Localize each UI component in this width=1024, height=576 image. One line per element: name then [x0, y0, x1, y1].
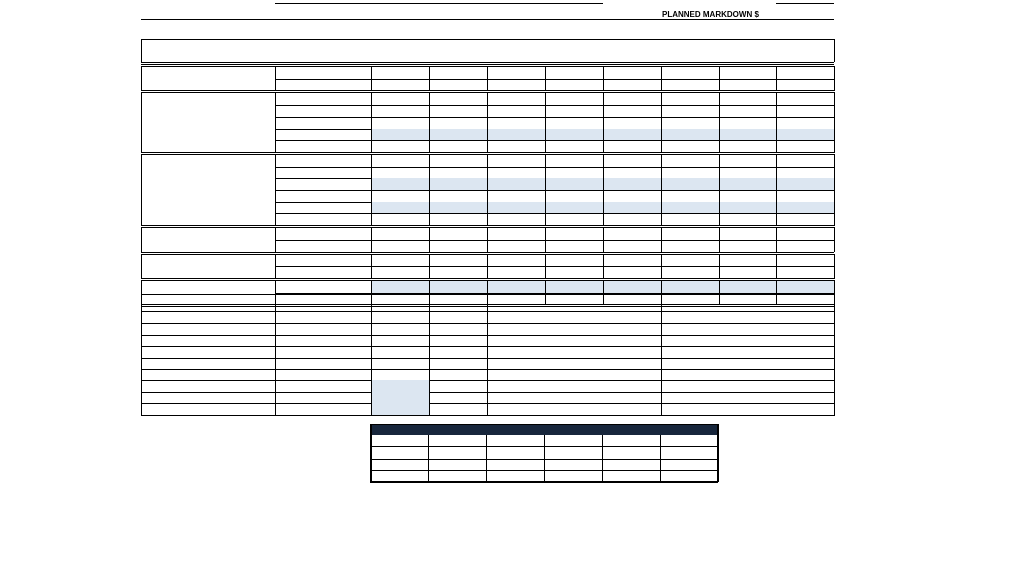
grid-line	[487, 154, 488, 226]
purchases-title	[544, 424, 718, 435]
grid-line	[275, 227, 276, 252]
data-cell	[603, 213, 656, 224]
season-tot-value	[371, 335, 426, 346]
data-cell	[429, 140, 482, 151]
data-cell	[719, 202, 772, 213]
data-cell	[603, 155, 656, 166]
season-total-header	[776, 39, 834, 50]
total-cell	[776, 155, 829, 166]
month-header	[371, 45, 429, 56]
data-cell	[661, 155, 714, 166]
data-cell	[371, 266, 424, 277]
data-cell	[719, 255, 772, 266]
grid-line	[371, 294, 372, 416]
data-cell	[487, 240, 540, 251]
grid-line	[141, 66, 142, 91]
data-cell	[545, 255, 598, 266]
data-cell	[719, 105, 772, 116]
grid-line	[487, 254, 488, 279]
data-cell	[487, 79, 540, 90]
grid-line	[141, 154, 142, 226]
data-cell	[719, 281, 772, 292]
grid-line	[776, 154, 777, 226]
purchases-percent	[660, 447, 716, 458]
data-cell	[545, 129, 598, 140]
data-cell	[661, 178, 714, 189]
data-cell	[371, 213, 424, 224]
season-total-header	[776, 50, 834, 61]
data-cell	[487, 213, 540, 224]
data-cell	[429, 266, 482, 277]
data-cell	[371, 167, 424, 178]
data-cell	[371, 129, 424, 140]
data-cell	[429, 167, 482, 178]
data-cell	[487, 228, 540, 239]
data-cell	[545, 178, 598, 189]
grid-line	[370, 446, 544, 447]
planned-markdown-label: PLANNED MARKDOWN $	[662, 10, 759, 19]
data-cell	[487, 105, 540, 116]
data-cell	[429, 67, 482, 78]
data-cell	[545, 266, 598, 277]
data-cell	[371, 202, 424, 213]
data-cell	[371, 155, 424, 166]
grid-line	[719, 154, 720, 226]
data-cell	[487, 67, 540, 78]
grid-line	[487, 294, 488, 416]
data-cell	[661, 190, 714, 201]
data-cell	[371, 93, 424, 104]
purchases-dollars	[602, 459, 657, 470]
total-cell	[776, 202, 829, 213]
total-cell	[776, 93, 829, 104]
month-header	[487, 45, 545, 56]
data-cell	[429, 93, 482, 104]
grid-line	[545, 254, 546, 279]
grid-line	[603, 254, 604, 279]
data-cell	[719, 266, 772, 277]
data-cell	[719, 117, 772, 128]
data-cell	[545, 140, 598, 151]
data-cell	[371, 105, 424, 116]
purchases-percent	[660, 459, 716, 470]
grid-line	[428, 435, 429, 482]
data-cell	[719, 178, 772, 189]
top-strip-line	[776, 3, 834, 4]
grid-line	[661, 66, 662, 91]
data-cell	[603, 228, 656, 239]
data-cell	[603, 67, 656, 78]
grid-line	[719, 92, 720, 153]
data-cell	[661, 240, 714, 251]
grid-line	[275, 294, 276, 416]
data-cell	[719, 140, 772, 151]
top-strip-line	[275, 3, 603, 4]
season-tot-value	[371, 392, 426, 403]
grid-line	[545, 92, 546, 153]
data-cell	[429, 281, 482, 292]
grid-line	[275, 154, 276, 226]
data-cell	[545, 105, 598, 116]
data-cell	[545, 202, 598, 213]
grid-line	[275, 66, 276, 91]
grid-line	[661, 254, 662, 279]
purchases-percent	[486, 459, 542, 470]
data-cell	[719, 228, 772, 239]
grid-line	[371, 254, 372, 279]
data-cell	[661, 129, 714, 140]
data-cell	[603, 129, 656, 140]
grid-line	[545, 154, 546, 226]
data-cell	[487, 202, 540, 213]
grid-line	[776, 66, 777, 91]
grid-line	[141, 227, 142, 252]
grid-line	[834, 39, 835, 62]
season-tot-value	[371, 358, 426, 369]
grid-line	[141, 39, 834, 40]
data-cell	[603, 255, 656, 266]
season-tot-value	[371, 346, 426, 357]
data-cell	[603, 93, 656, 104]
data-cell	[429, 155, 482, 166]
data-cell	[371, 255, 424, 266]
data-cell	[719, 93, 772, 104]
data-cell	[487, 167, 540, 178]
grid-line	[661, 92, 662, 153]
season-tot-value	[371, 369, 426, 380]
data-cell	[371, 178, 424, 189]
data-cell	[603, 281, 656, 292]
data-cell	[545, 67, 598, 78]
total-cell	[776, 129, 829, 140]
data-cell	[545, 240, 598, 251]
data-cell	[603, 117, 656, 128]
data-cell	[371, 117, 424, 128]
grid-line	[487, 227, 488, 252]
grid-line	[371, 66, 372, 91]
data-cell	[545, 155, 598, 166]
data-cell	[661, 266, 714, 277]
grid-line	[603, 92, 604, 153]
data-cell	[661, 281, 714, 292]
month-header	[661, 45, 719, 56]
grid-line	[141, 64, 834, 65]
data-cell	[603, 202, 656, 213]
data-cell	[661, 79, 714, 90]
purchases-dollars	[428, 470, 483, 481]
data-cell	[719, 79, 772, 90]
grid-line	[429, 294, 430, 416]
data-cell	[487, 140, 540, 151]
season-tot-value	[371, 312, 426, 323]
purchases-dollars	[602, 470, 657, 481]
col-last-year	[275, 295, 487, 306]
grid-line	[429, 66, 430, 91]
data-cell	[487, 129, 540, 140]
data-cell	[661, 67, 714, 78]
grid-line	[834, 254, 835, 279]
data-cell	[487, 178, 540, 189]
grid-line	[603, 227, 604, 252]
data-cell	[371, 281, 424, 292]
col-this-year	[487, 295, 661, 306]
season-tot-value	[371, 380, 426, 391]
data-cell	[371, 79, 424, 90]
data-cell	[545, 228, 598, 239]
grid-line	[487, 92, 488, 153]
grid-line	[719, 66, 720, 91]
grid-line	[371, 154, 372, 226]
purchases-dollars	[428, 459, 483, 470]
data-cell	[603, 79, 656, 90]
purchases-dollars	[602, 447, 657, 458]
data-cell	[371, 190, 424, 201]
grid-line	[834, 227, 835, 252]
grid-line	[141, 39, 142, 62]
grid-line	[429, 227, 430, 252]
data-cell	[545, 167, 598, 178]
purchases-dollars	[428, 447, 483, 458]
grid-line	[661, 154, 662, 226]
grid-line	[370, 481, 718, 483]
data-cell	[603, 140, 656, 151]
grid-line	[660, 435, 661, 482]
data-cell	[487, 117, 540, 128]
grid-line	[834, 294, 835, 416]
data-cell	[661, 105, 714, 116]
data-cell	[545, 281, 598, 292]
grid-line	[141, 254, 142, 279]
purchases-title	[370, 424, 544, 435]
data-cell	[429, 240, 482, 251]
grid-line	[429, 154, 430, 226]
data-cell	[429, 178, 482, 189]
grid-line	[661, 227, 662, 252]
data-cell	[429, 190, 482, 201]
grid-line	[603, 154, 604, 226]
grid-line	[602, 435, 603, 482]
col-percent-change	[661, 295, 834, 306]
data-cell	[661, 255, 714, 266]
grid-line	[603, 66, 604, 91]
month-header	[719, 45, 777, 56]
grid-line	[719, 227, 720, 252]
data-cell	[487, 255, 540, 266]
data-cell	[661, 140, 714, 151]
grid-line	[834, 154, 835, 226]
data-cell	[429, 79, 482, 90]
grid-line	[275, 254, 276, 279]
data-cell	[429, 255, 482, 266]
grid-line	[717, 424, 719, 482]
grid-line	[487, 66, 488, 91]
data-cell	[661, 228, 714, 239]
data-cell	[429, 228, 482, 239]
grid-line	[371, 92, 372, 153]
month-header	[603, 45, 661, 56]
purchases-percent	[486, 470, 542, 481]
data-cell	[719, 213, 772, 224]
grid-line	[486, 435, 487, 482]
data-cell	[371, 228, 424, 239]
grid-line	[544, 435, 545, 482]
data-cell	[661, 117, 714, 128]
grid-line	[370, 424, 372, 482]
grid-line	[834, 66, 835, 91]
data-cell	[661, 213, 714, 224]
data-cell	[603, 178, 656, 189]
grid-line	[545, 66, 546, 91]
grid-line	[544, 446, 718, 447]
data-cell	[545, 190, 598, 201]
season-tot-value	[371, 403, 426, 414]
grid-line	[429, 254, 430, 279]
grid-line	[776, 227, 777, 252]
grid-line	[371, 227, 372, 252]
grid-line	[141, 62, 834, 63]
grid-line	[776, 254, 777, 279]
data-cell	[603, 240, 656, 251]
grid-line	[776, 92, 777, 153]
data-cell	[429, 129, 482, 140]
data-cell	[371, 140, 424, 151]
data-cell	[487, 190, 540, 201]
data-cell	[719, 240, 772, 251]
season-tot-value	[371, 323, 426, 334]
grid-line	[141, 294, 142, 416]
grid-line	[834, 92, 835, 153]
data-cell	[661, 167, 714, 178]
data-cell	[429, 202, 482, 213]
data-cell	[545, 93, 598, 104]
month-header	[429, 45, 487, 56]
data-cell	[661, 202, 714, 213]
data-cell	[429, 105, 482, 116]
data-cell	[429, 117, 482, 128]
data-cell	[487, 155, 540, 166]
data-cell	[603, 167, 656, 178]
data-cell	[719, 155, 772, 166]
total-cell	[776, 178, 829, 189]
grid-line	[545, 227, 546, 252]
purchases-percent	[660, 470, 716, 481]
month-header	[545, 45, 603, 56]
data-cell	[603, 105, 656, 116]
grid-line	[429, 92, 430, 153]
grid-line	[275, 92, 276, 153]
purchases-percent	[486, 447, 542, 458]
grid-line	[661, 294, 662, 416]
data-cell	[371, 67, 424, 78]
total-cell	[776, 228, 829, 239]
data-cell	[487, 281, 540, 292]
data-cell	[429, 213, 482, 224]
data-cell	[603, 190, 656, 201]
data-cell	[487, 93, 540, 104]
data-cell	[719, 67, 772, 78]
data-cell	[719, 129, 772, 140]
data-cell	[661, 93, 714, 104]
data-cell	[545, 117, 598, 128]
data-cell	[603, 266, 656, 277]
data-cell	[487, 266, 540, 277]
grid-line	[719, 254, 720, 279]
data-cell	[371, 240, 424, 251]
data-cell	[719, 190, 772, 201]
data-cell	[545, 79, 598, 90]
data-cell	[719, 167, 772, 178]
data-cell	[545, 213, 598, 224]
grid-line	[141, 92, 142, 153]
